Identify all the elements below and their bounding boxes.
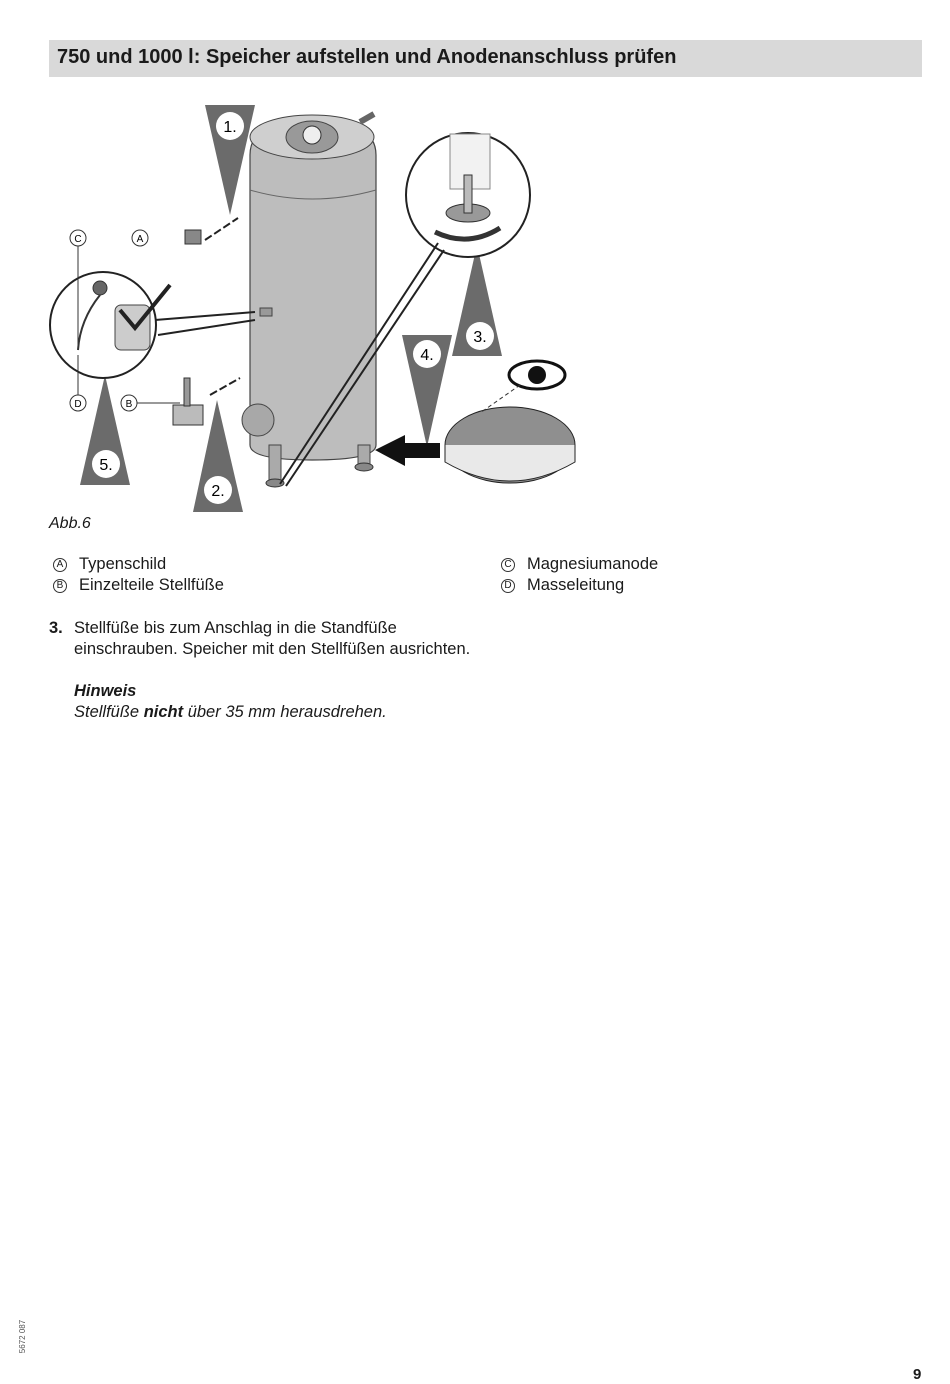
legend-key-b: B [53,579,67,593]
step-marker-3 [452,245,502,356]
storage-tank [242,114,376,487]
step-marker-1 [205,105,255,215]
step-marker-4 [402,335,452,447]
legend-key-c: C [501,558,515,572]
installation-figure [40,100,600,520]
step-marker-5 [80,375,130,485]
figure-caption: Abb.6 [49,515,91,532]
svg-text:2.: 2. [211,483,225,500]
svg-text:C: C [74,234,82,245]
svg-text:A: A [136,234,144,245]
step-number: 3. [49,619,63,637]
svg-text:5.: 5. [99,457,113,474]
section-header [49,40,922,77]
part-b-adjustable-feet [173,378,240,425]
page-number: 9 [913,1366,922,1383]
svg-text:D: D [74,399,82,410]
legend-item-d [501,576,624,595]
legend-item-a [53,555,166,574]
svg-text:1.: 1. [223,119,237,136]
level-check-illustration [375,361,575,483]
legend-label-a: Typenschild [79,555,167,573]
note-text: Stellfüße nicht über 35 mm herausdrehen. [74,703,387,721]
step-text: Stellfüße bis zum Anschlag in die Standfüße einschrauben. Speicher mit den Stellfüßen ausrichten. [74,619,471,658]
part-label-b [121,395,180,411]
document-number: 5672 087 [18,1319,28,1354]
legend-item-b [53,576,224,595]
legend-key-a: A [53,558,67,572]
part-label-a [132,230,148,246]
legend-label-d: Masseleitung [527,576,625,594]
legend-label-b: Einzelteile Stellfüße [79,576,224,594]
section-title: 750 und 1000 l: Speicher aufstellen und Anodenanschluss prüfen [57,46,677,68]
legend-item-c [501,555,658,574]
legend-key-d: D [501,579,515,593]
part-a-nameplate [185,218,238,244]
legend-label-c: Magnesiumanode [527,555,659,573]
anode-detail-callout [50,272,255,378]
svg-text:4.: 4. [420,347,434,364]
svg-text:3.: 3. [473,329,487,346]
note-title: Hinweis [74,682,137,700]
svg-text:B: B [125,399,133,410]
note-block [74,681,387,723]
